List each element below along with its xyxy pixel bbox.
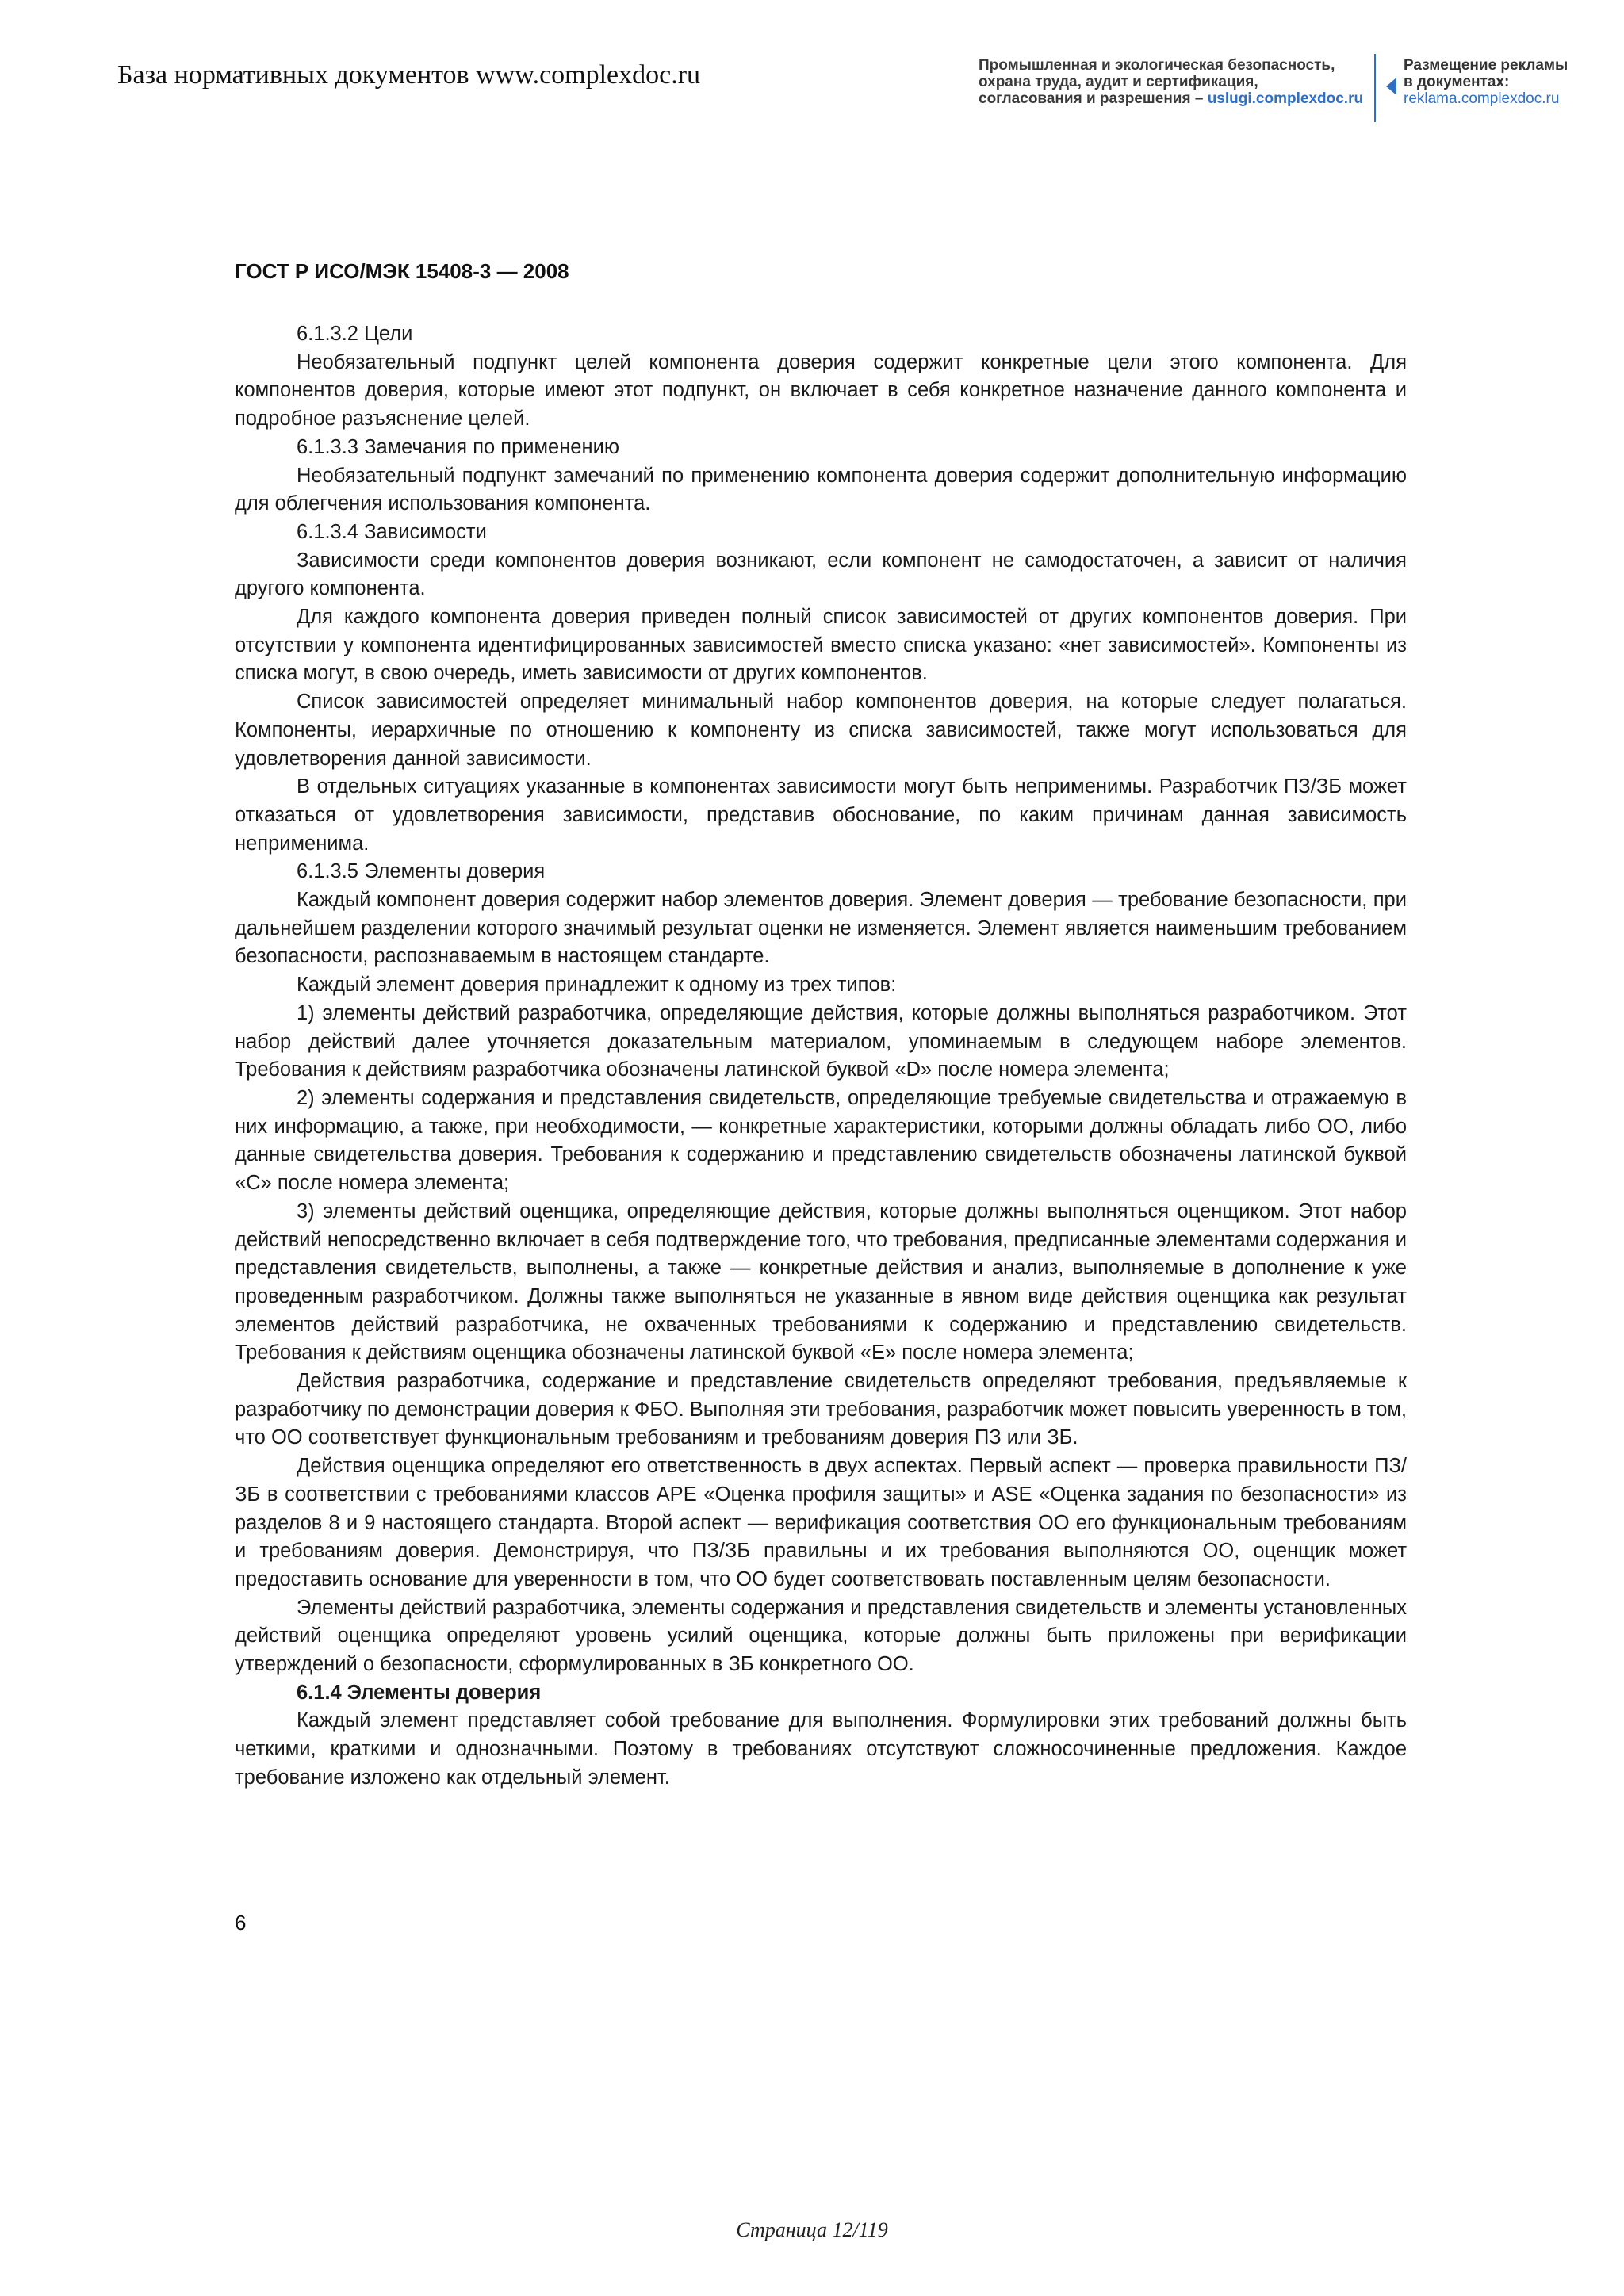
page-number: 6 — [235, 1911, 247, 1934]
advertising-banner-line: в документах: — [1404, 74, 1510, 90]
services-banner-line: Промышленная и экологическая безопасность, — [979, 57, 1335, 74]
section-heading: 6.1.3.3 Замечания по применению — [297, 435, 619, 458]
paragraph: В отдельных ситуациях указанные в компонентах зависимости могут быть неприменимы. Разработчик ПЗ/ЗБ может отказаться от удовлетворения зависимости, представив обоснование, по каким причинам данная зависимость неприменима. — [235, 775, 1407, 855]
paragraph: Зависимости среди компонентов доверия возникают, если компонент не самодостаточен, а зависит от наличия другого компонента. — [235, 549, 1407, 600]
arrow-left-icon — [1386, 78, 1396, 95]
paragraph: Необязательный подпункт замечаний по применению компонента доверия содержит дополнительную информацию для облегчения использования компонента. — [235, 464, 1407, 515]
paragraph: Список зависимостей определяет минимальный набор компонентов доверия, на которые следует полагаться. Компоненты, иерархичные по отношению к компоненту из списка зависимостей, также могут использоваться для удовлетворения данной зависимости. — [235, 691, 1407, 770]
list-item: 3) элементы действий оценщика, определяющие действия, которые должны выполняться оценщиком. Этот набор действий непосредственно включает в себя подтверждение того, что требования, предписанные элементами содержания и представления свидетельств, выполнены, а также — конкретные действия и анализ, выполняемые в дополнение к уже проведенным разработчиком. Должны также выполняться не указанные в явном виде действия оценщика как результат элементов действий разработчика, не охваченных требованиями к содержанию и представлению свидетельств. Требования к действиям оценщика обозначены латинской буквой «Е» после номера элемента; — [235, 1200, 1407, 1364]
section-heading: 6.1.3.2 Цели — [297, 323, 413, 345]
list-item: 2) элементы содержания и представления свидетельств, определяющие требуемые свидетельства и отражаемую в них информацию, а также, при необходимости, — конкретные характеристики, которыми должны обладать либо ОО, либо данные свидетельства доверия. Требования к содержанию и представлению свидетельств обозначены латинской буквой «С» после номера элемента; — [235, 1086, 1407, 1195]
list-item: 1) элементы действий разработчика, определяющие действия, которые должны выполняться разработчиком. Этот набор действий далее уточняется доказательным материалом, упоминаемым в следующем наборе элементов. Требования к действиям разработчика обозначены латинской буквой «D» после номера элемента; — [235, 1001, 1407, 1081]
advertising-banner-line: Размещение рекламы — [1404, 57, 1568, 74]
site-title: База нормативных документов www.complexdoc.ru — [117, 60, 701, 90]
section-heading-bold: 6.1.4 Элементы доверия — [297, 1681, 542, 1704]
paragraph: Для каждого компонента доверия приведен полный список зависимостей от других компонентов доверия. При отсутствии у компонента идентифицированных зависимостей вместо списка указано: «нет зависимостей». Компоненты из списка могут, в свою очередь, иметь зависимости от других компонентов. — [235, 606, 1407, 685]
services-banner — [979, 57, 1363, 107]
paragraph: Необязательный подпункт целей компонента доверия содержит конкретные цели этого компонента. Для компонентов доверия, которые имеют этот подпункт, он включает в себя конкретное назначение данного компонента и подробное разъяснение целей. — [235, 350, 1407, 430]
document-body — [235, 320, 1407, 1793]
services-link[interactable]: uslugi.complexdoc.ru — [1207, 90, 1364, 107]
services-banner-line: охрана труда, аудит и сертификация, — [979, 74, 1258, 90]
services-banner-text: согласования и разрешения – — [979, 90, 1208, 107]
paragraph: Каждый компонент доверия содержит набор элементов доверия. Элемент доверия — требование безопасности, при дальнейшем разделении которого значимый результат оценки не изменяется. Элемент является наименьшим требованием безопасности, распознаваемым в настоящем стандарте. — [235, 889, 1407, 968]
advertising-link[interactable]: reklama.complexdoc.ru — [1404, 90, 1560, 107]
section-heading: 6.1.3.4 Зависимости — [297, 520, 487, 543]
banner-divider — [1374, 54, 1376, 122]
services-banner-line — [979, 90, 1363, 107]
standard-header: ГОСТ Р ИСО/МЭК 15408-3 — 2008 — [235, 259, 569, 283]
paragraph: Каждый элемент доверия принадлежит к одному из трех типов: — [297, 974, 897, 997]
paragraph: Действия оценщика определяют его ответственность в двух аспектах. Первый аспект — проверка правильности ПЗ/ЗБ в соответствии с требованиями классов АРЕ «Оценка профиля защиты» и ASE «Оценка задания по безопасности» из разделов 8 и 9 настоящего стандарта. Второй аспект — верификация соответствия ОО его функциональным требованиям и требованиям доверия. Демонстрируя, что ПЗ/ЗБ правильны и их требования выполняются ОО, оценщик может предоставить основание для уверенности в том, что ОО будет соответствовать поставленным целям безопасности. — [235, 1455, 1407, 1590]
paragraph: Действия разработчика, содержание и представление свидетельств определяют требования, предъявляемые к разработчику по демонстрации доверия к ФБО. Выполняя эти требования, разработчик может повысить уверенность в том, что ОО соответствует функциональным требованиям и требованиям доверия ПЗ или ЗБ. — [235, 1370, 1407, 1449]
section-heading: 6.1.3.5 Элементы доверия — [297, 860, 546, 883]
page-counter: Страница 12/119 — [736, 2218, 888, 2241]
paragraph: Элементы действий разработчика, элементы содержания и представления свидетельств и элементы установленных действий оценщика определяют уровень усилий оценщика, которые должны быть приложены при верификации утверждений о безопасности, сформулированных в ЗБ конкретного ОО. — [235, 1596, 1407, 1676]
advertising-banner — [1404, 57, 1568, 107]
paragraph: Каждый элемент представляет собой требование для выполнения. Формулировки этих требований должны быть четкими, краткими и однозначными. Поэтому в требованиях отсутствуют сложносочиненные предложения. Каждое требование изложено как отдельный элемент. — [235, 1709, 1407, 1789]
